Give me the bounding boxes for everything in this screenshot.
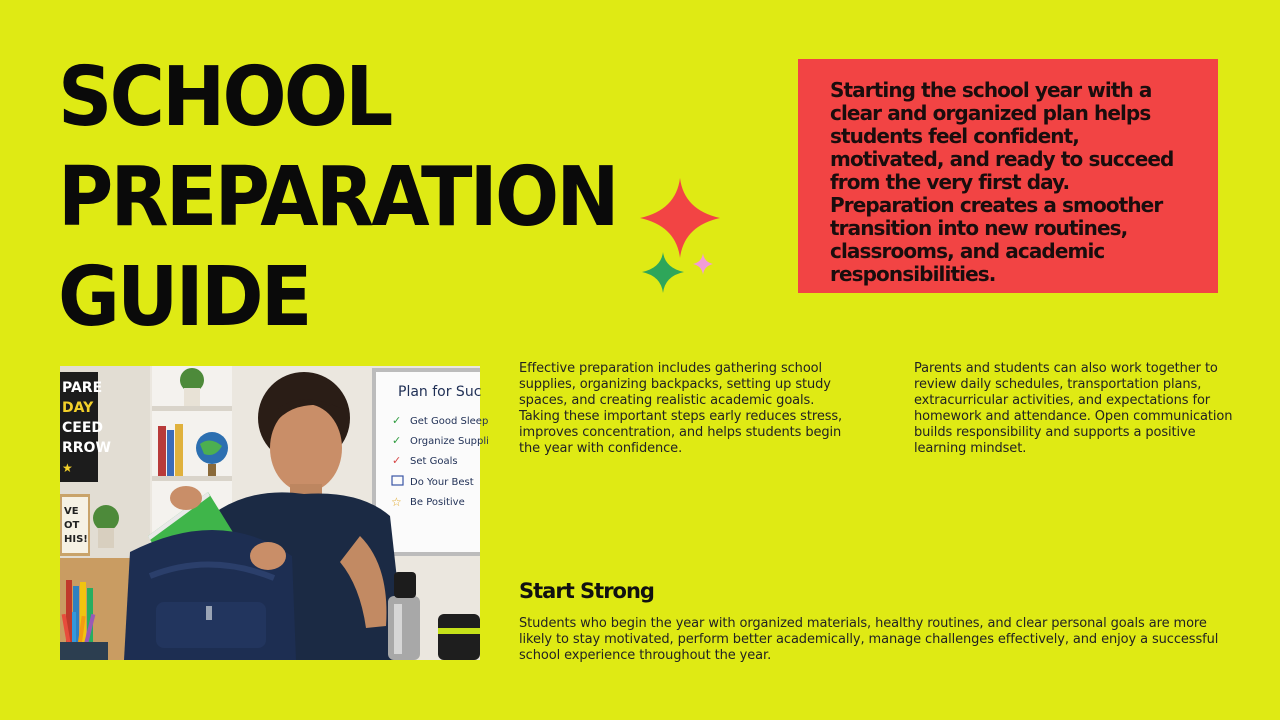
whiteboard-title: Plan for Suc — [398, 384, 482, 400]
photo-illustration — [60, 366, 489, 660]
whiteboard-item-1: Get Good Sleep — [410, 416, 489, 427]
star-icon: ☆ — [391, 495, 402, 509]
whiteboard-item-3: Set Goals — [410, 456, 458, 467]
check-icon: ✓ — [392, 434, 402, 447]
sign-line-1: VE — [64, 506, 79, 517]
check-icon: ✓ — [392, 414, 402, 427]
sparkle-decoration — [636, 176, 726, 296]
sparkle-green-icon — [642, 252, 684, 293]
boy-face — [270, 404, 342, 492]
preparation-paragraph: Effective preparation includes gathering school supplies, organizing backpacks, setting up study spaces, and creating realistic academic goals. Taking these important steps early reduces stress, improves concentration, and helps students begin the year with confidence. — [519, 361, 843, 456]
title-line-1: SCHOOL — [58, 50, 391, 145]
sparkle-pink-icon — [693, 253, 713, 275]
water-bottle — [388, 596, 420, 660]
whiteboard-item-4: Do Your Best — [410, 477, 474, 488]
poster-line-1: PARE — [62, 380, 103, 396]
poster-line-3: CEED — [62, 420, 104, 436]
sign-line-3: HIS! — [64, 534, 88, 545]
intro-text: Starting the school year with a clear and organized plan helps students feel confident, motivated, and ready to succeed from the very first day. Preparation creates a smoother transition into new routines, classrooms, and academic responsibilities. — [830, 78, 1174, 286]
whiteboard-item-2: Organize Suppli — [410, 436, 489, 447]
sign-line-2: OT — [64, 520, 80, 531]
start-strong-heading: Start Strong — [519, 579, 654, 603]
student-photo — [60, 366, 489, 660]
poster-star-icon: ★ — [62, 461, 73, 475]
page-title — [58, 48, 617, 348]
title-line-3: GUIDE — [58, 250, 310, 345]
sparkle-large-red-icon — [640, 178, 720, 258]
intro-box — [798, 59, 1218, 293]
whiteboard-item-5: Be Positive — [410, 497, 465, 508]
check-icon: ✓ — [392, 454, 402, 467]
parents-paragraph: Parents and students can also work together to review daily schedules, transportation plans, extracurricular activities, and expectations for homework and attendance. Open communication builds responsibility and supports a positive learning mindset. — [914, 361, 1233, 456]
poster-line-4: RROW — [62, 440, 111, 456]
title-line-2: PREPARATION — [58, 150, 617, 245]
poster-line-2: DAY — [62, 400, 94, 416]
start-strong-text: Students who begin the year with organized materials, healthy routines, and clear personal goals are more likely to stay motivated, perform better academically, manage challenges effectively, and enjoy a successful school experience throughout the year. — [519, 616, 1219, 663]
